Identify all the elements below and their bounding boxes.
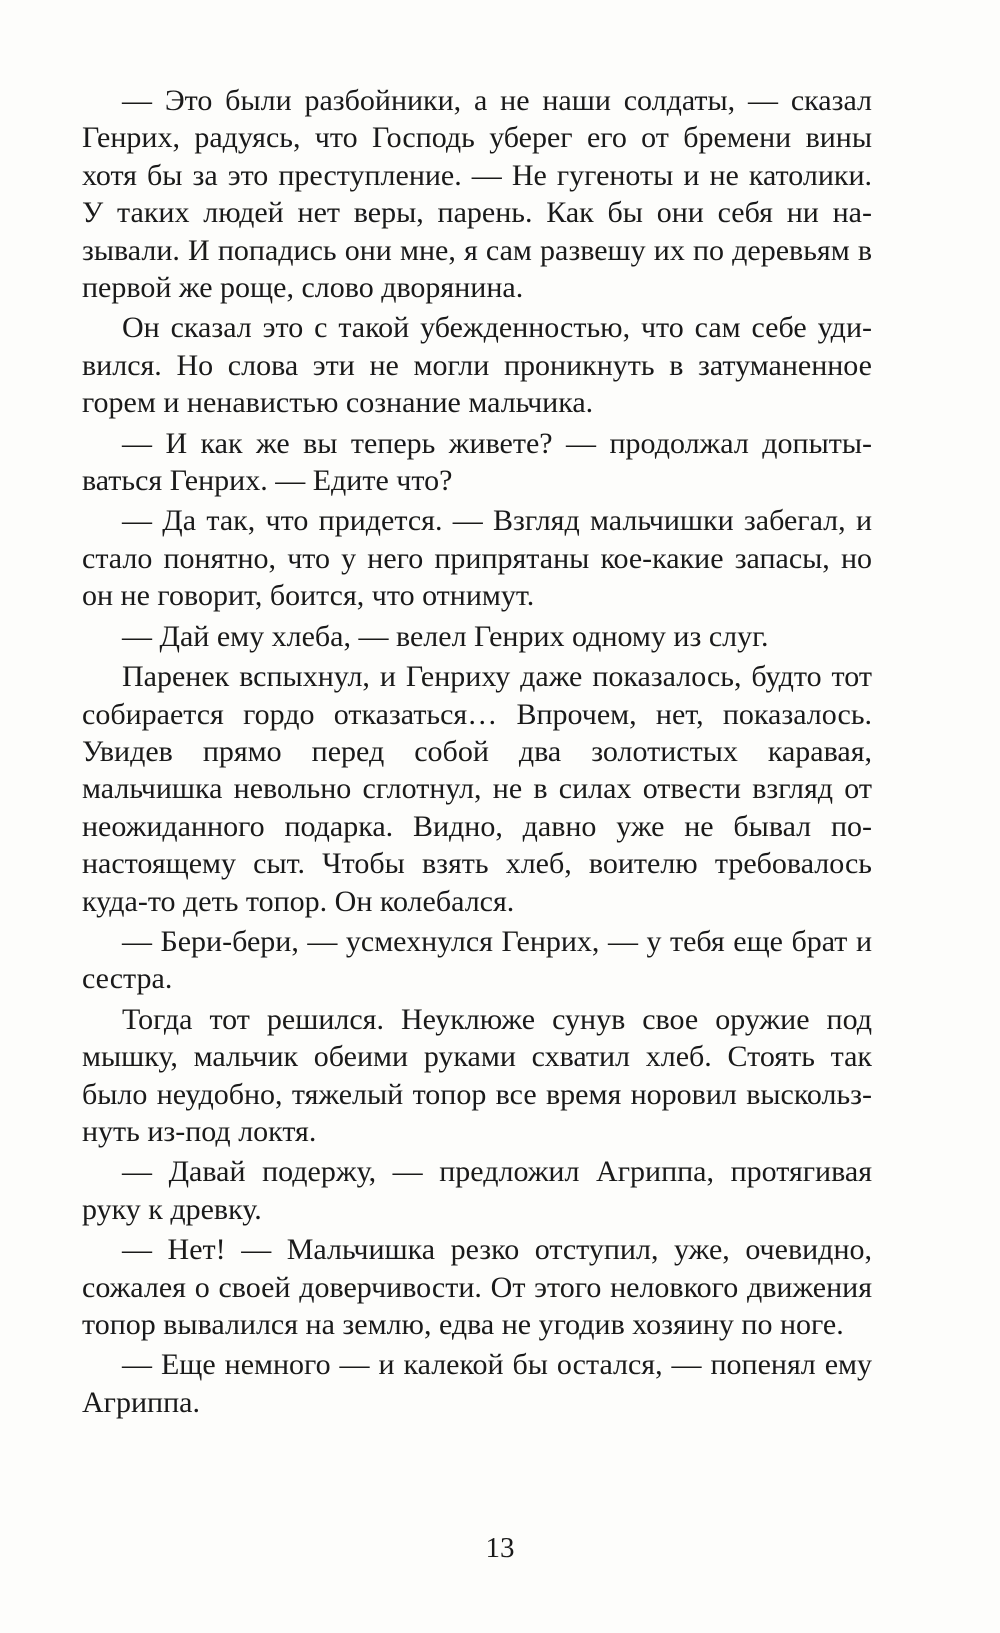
paragraph: — Еще немного — и калекой бы остался, — попенял ему Агриппа. — [82, 1348, 872, 1419]
paragraph: Тогда тот решился. Неуклюже сунув свое оружие под мышку, мальчик обеими руками схватил хлеб. Стоять так было неудобно, тяжелый топор все время норовил выскользнуть из-под локтя. — [82, 1002, 872, 1148]
paragraph: Он сказал это с такой убежденностью, что сам себе удивился. Но слова эти не могли проникнуть в затуманенное горем и ненавистью сознание мальчика. — [82, 311, 872, 420]
paragraph: — Нет! — Мальчишка резко отступил, уже, очевидно, сожалея о своей доверчивости. От этого неловкого движения топор вывалился на землю, едва не угодив хозяину по ноге. — [82, 1233, 872, 1341]
paragraph: — Дай ему хлеба, — велел Генрих одному из слуг. — [122, 619, 769, 653]
paragraph: Паренек вспыхнул, и Генриху даже показалось, будто тот собирается гордо отказаться… Впрочем, нет, показалось. Увидев прямо перед собой два золотистых каравая, мальчишка невольно сглотнул, не в силах отвести взгляд от неожиданного подарка. Видно, давно уже не бывал по-настоящему сыт. Чтобы взять хлеб, воителю требовалось куда-то деть топор. Он колебался. — [82, 660, 872, 918]
page-number: 13 — [485, 1532, 515, 1564]
paragraph: — Бери-бери, — усмехнулся Генрих, — у тебя еще брат и сестра. — [82, 924, 872, 996]
paragraph: — Да так, что придется. — Взгляд мальчишки забегал, и стало понятно, что у него припрятаны кое-какие запасы, но он не говорит, боится, что отнимут. — [82, 504, 872, 613]
paragraph: — И как же вы теперь живете? — продолжал допытываться Генрих. — Едите что? — [82, 426, 872, 498]
paragraph: — Давай подержу, — предложил Агриппа, протягивая руку к древку. — [82, 1155, 872, 1226]
paragraph: — Это были разбойники, а не наши солдаты, — сказал Генрих, радуясь, что Господь уберег его от бремени вины хотя бы за это преступление. — Не гугеноты и не католики. У таких людей нет веры, парень. Как бы они себя ни называли. И попадись они мне, я сам развешу их по деревьям в первой же роще, слово дворянина. — [82, 84, 872, 305]
body-text — [82, 82, 872, 1421]
